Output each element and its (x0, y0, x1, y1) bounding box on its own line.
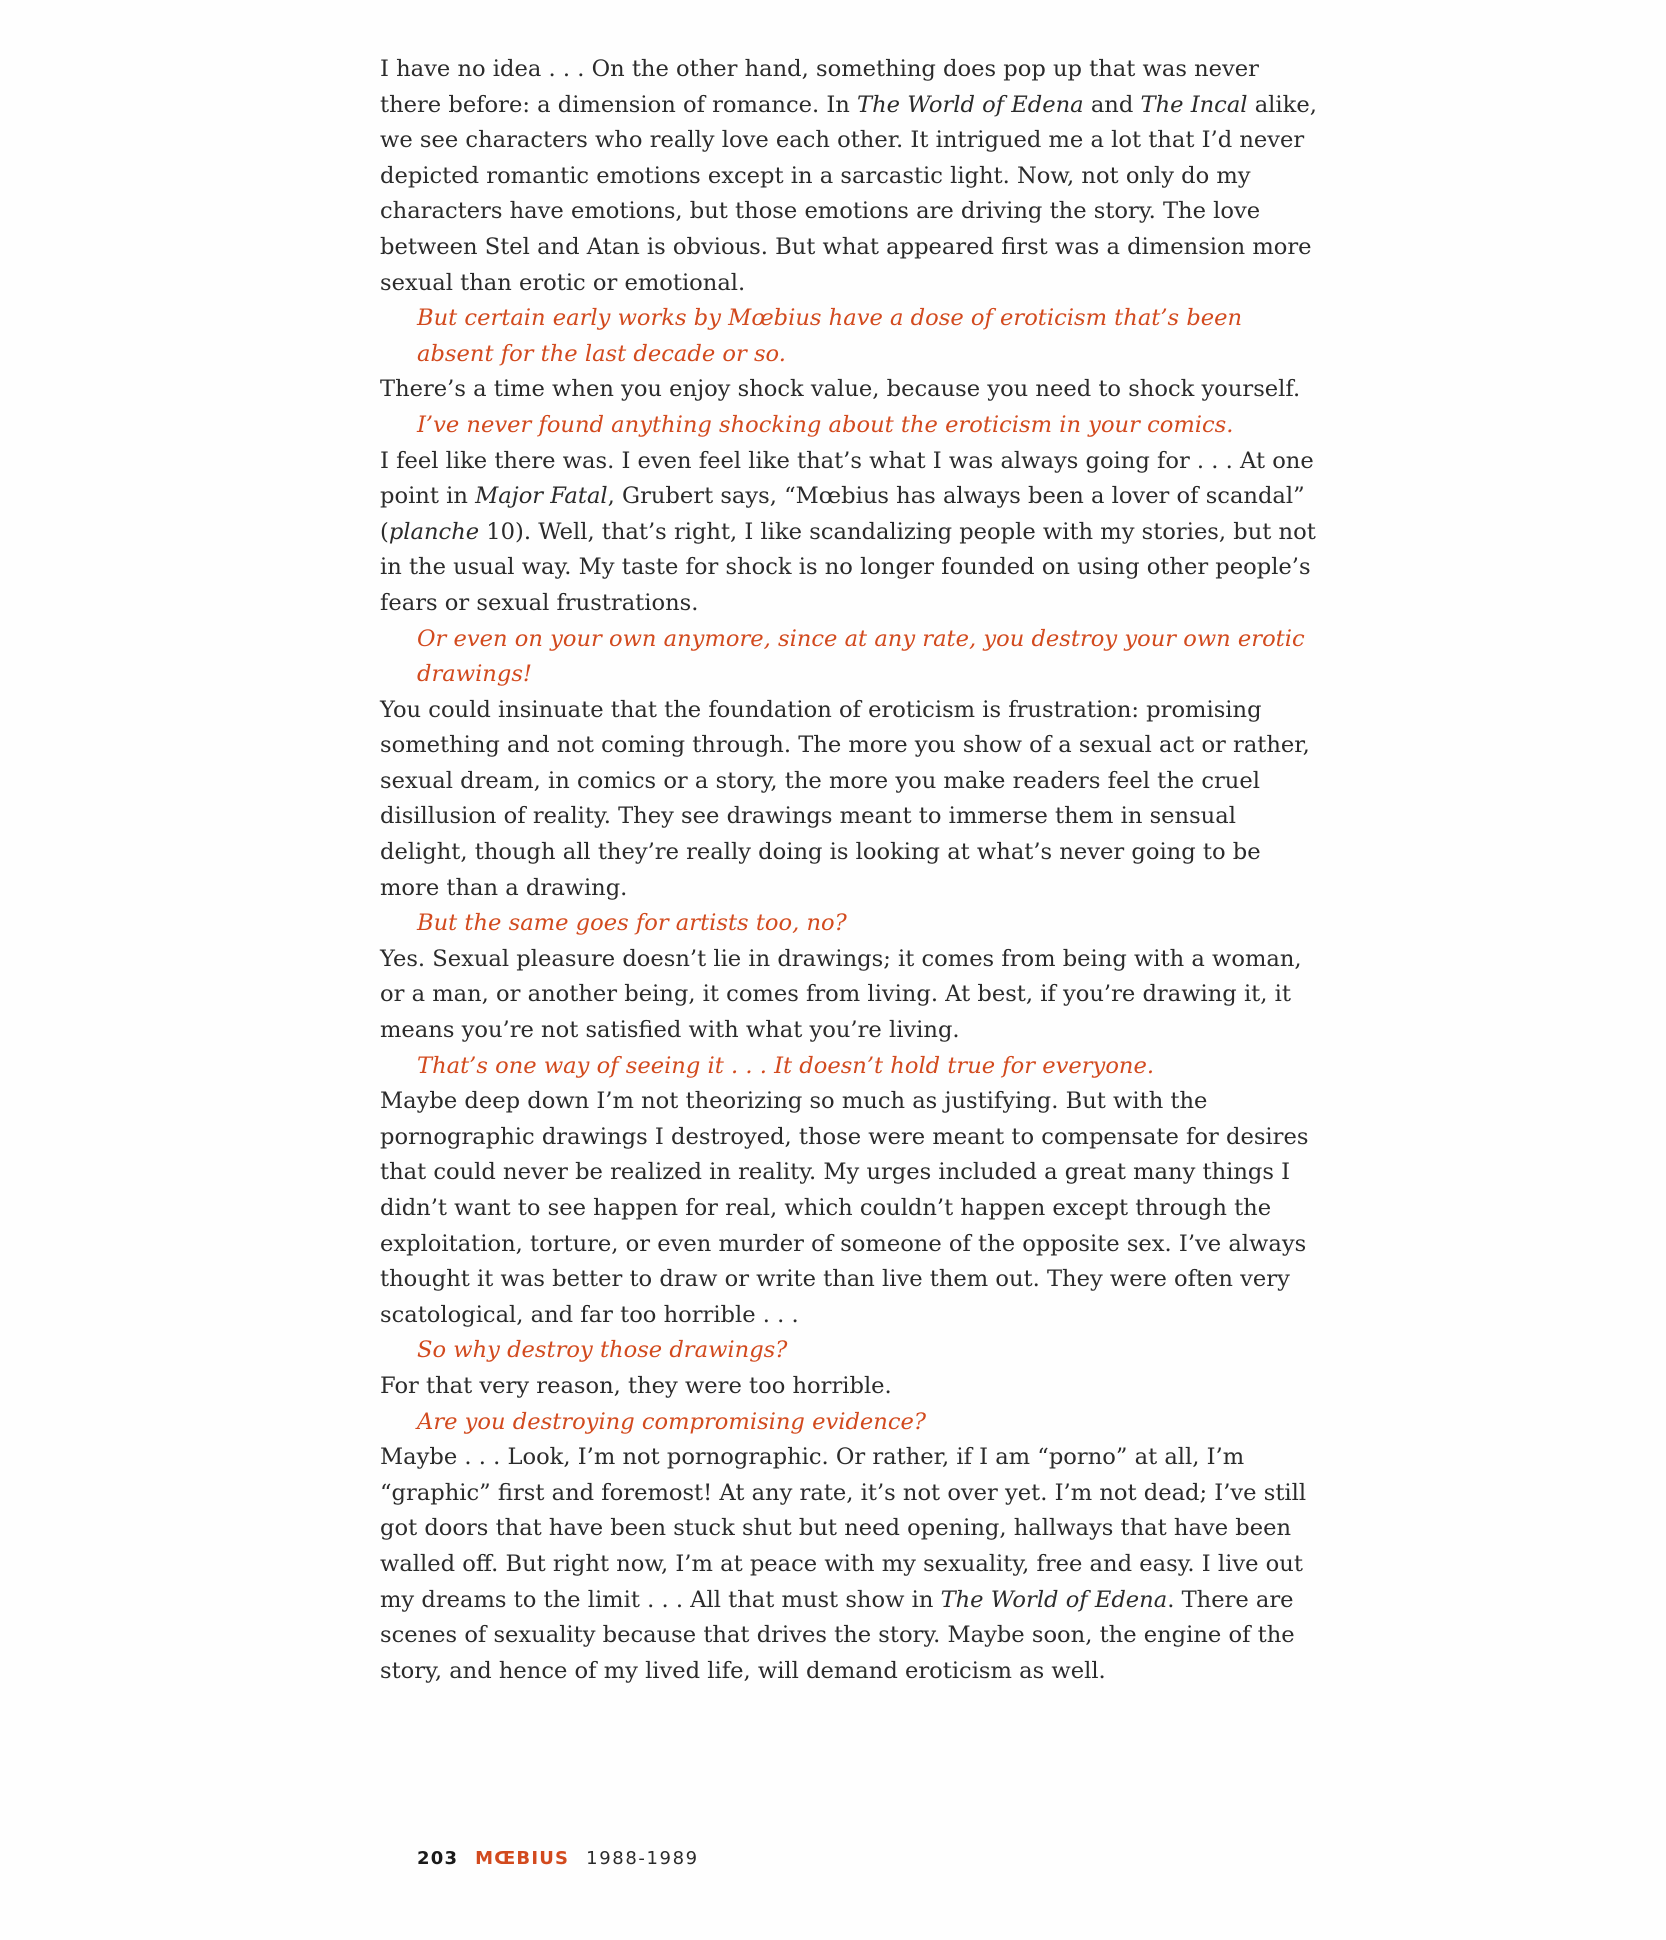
interviewer-question (380, 906, 1310, 942)
italic-title: The World of Edena (940, 1586, 1168, 1613)
italic-title: Major Fatal (475, 483, 608, 510)
text-line: I’ve never found anything shocking about the eroticism in your comics. (417, 411, 1234, 438)
text-segment: . There are (1167, 1586, 1294, 1613)
interviewer-question (380, 622, 1310, 693)
text-line: walled off. But right now, I’m at peace with my sexuality, free and easy. I live out (380, 1550, 1303, 1577)
text-segment: 10). Well, that’s right, I like scandalizing people with my stories, but not (479, 518, 1316, 545)
text-line: Are you destroying compromising evidence? (417, 1408, 926, 1435)
interviewer-question (380, 1333, 1310, 1369)
text-line: So why destroy those drawings? (417, 1337, 788, 1364)
text-line (380, 479, 1310, 515)
text-segment: and (1083, 91, 1141, 118)
text-line: story, and hence of my lived life, will demand eroticism as well. (380, 1657, 1106, 1684)
text-line: drawings! (417, 661, 532, 688)
text-line: I feel like there was. I even feel like that’s what I was always going for . . . At one (380, 447, 1314, 474)
text-segment: ( (380, 518, 389, 545)
text-line: Maybe deep down I’m not theorizing so much as justifying. But with the (380, 1088, 1208, 1115)
text-line: got doors that have been stuck shut but need opening, hallways that have been (380, 1515, 1292, 1542)
text-segment: alike, (1247, 91, 1317, 118)
text-line: You could insinuate that the foundation of eroticism is frustration: promising (380, 696, 1262, 723)
text-line: something and not coming through. The more you show of a sexual act or rather, (380, 732, 1310, 759)
text-line: Yes. Sexual pleasure doesn’t lie in drawings; it comes from being with a woman, (380, 945, 1302, 972)
text-segment: there before: a dimension of romance. In (380, 91, 858, 118)
text-line: That’s one way of seeing it . . . It doesn’t hold true for everyone. (417, 1052, 1155, 1079)
text-line: scatological, and far too horrible . . . (380, 1301, 799, 1328)
interviewee-answer (380, 1440, 1310, 1689)
interviewee-answer (380, 52, 1317, 301)
interviewee-answer (380, 693, 1310, 907)
interviewee-answer (380, 942, 1310, 1049)
interviewer-question (380, 301, 1310, 372)
text-line: depicted romantic emotions except in a sarcastic light. Now, not only do my (380, 162, 1251, 189)
text-line: between Stel and Atan is obvious. But what appeared first was a dimension more (380, 233, 1312, 260)
text-line: sexual dream, in comics or a story, the more you make readers feel the cruel (380, 767, 1260, 794)
text-line: characters have emotions, but those emotions are driving the story. The love (380, 198, 1261, 225)
text-line: pornographic drawings I destroyed, those were meant to compensate for desires (380, 1123, 1309, 1150)
text-line: disillusion of reality. They see drawings meant to immerse them in sensual (380, 803, 1236, 830)
italic-title: The Incal (1140, 91, 1248, 118)
text-line (380, 1583, 1310, 1619)
page-footer (417, 1848, 699, 1869)
text-line: sexual than erotic or emotional. (380, 269, 746, 296)
interviewer-question (380, 1405, 1310, 1441)
text-line: we see characters who really love each other. It intrigued me a lot that I’d never (380, 127, 1305, 154)
chapter-years: 1988-1989 (586, 1848, 699, 1869)
text-line: thought it was better to draw or write than live them out. They were often very (380, 1266, 1290, 1293)
italic-title: The World of Edena (857, 91, 1084, 118)
text-line: absent for the last decade or so. (417, 340, 786, 367)
text-line: There’s a time when you enjoy shock value, because you need to shock yourself. (380, 376, 1301, 403)
text-segment: my dreams to the limit . . . All that must show in (380, 1586, 941, 1613)
text-line: exploitation, torture, or even murder of someone of the opposite sex. I’ve always (380, 1230, 1307, 1257)
text-line: “graphic” first and foremost! At any rate, it’s not over yet. I’m not dead; I’ve still (380, 1479, 1307, 1506)
text-line: But the same goes for artists too, no? (417, 910, 847, 937)
text-segment: point in (380, 483, 476, 510)
interview-text (380, 52, 1317, 1689)
text-line: scenes of sexuality because that drives the story. Maybe soon, the engine of the (380, 1622, 1295, 1649)
interviewee-answer (380, 1369, 1310, 1405)
interviewee-answer (380, 444, 1316, 622)
text-line (380, 88, 1317, 124)
interviewee-answer (380, 1084, 1310, 1333)
text-line: in the usual way. My taste for shock is no longer founded on using other people’s (380, 554, 1311, 581)
text-line: or a man, or another being, it comes from living. At best, if you’re drawing it, it (380, 981, 1291, 1008)
text-line: Maybe . . . Look, I’m not pornographic. Or rather, if I am “porno” at all, I’m (380, 1444, 1245, 1471)
text-line: Or even on your own anymore, since at any rate, you destroy your own erotic (417, 625, 1305, 652)
book-brand: MŒBIUS (475, 1848, 570, 1869)
text-line: that could never be realized in reality. My urges included a great many things I (380, 1159, 1291, 1186)
interviewee-answer (380, 372, 1310, 408)
italic-title: planche (388, 518, 480, 545)
text-line (380, 515, 1316, 551)
text-segment: , Grubert says, “Mœbius has always been a lover of scandal” (607, 483, 1305, 510)
text-line: delight, though all they’re really doing is looking at what’s never going to be (380, 839, 1261, 866)
interviewer-question (380, 1049, 1310, 1085)
text-line: For that very reason, they were too horrible. (380, 1372, 892, 1399)
text-line: fears or sexual frustrations. (380, 589, 699, 616)
text-line: more than a drawing. (380, 874, 628, 901)
page-number: 203 (417, 1848, 459, 1869)
interviewer-question (380, 408, 1310, 444)
text-line: I have no idea . . . On the other hand, something does pop up that was never (380, 56, 1259, 82)
text-line: means you’re not satisfied with what you’re living. (380, 1017, 960, 1044)
text-line: didn’t want to see happen for real, which couldn’t happen except through the (380, 1195, 1272, 1221)
text-line: But certain early works by Mœbius have a dose of eroticism that’s been (417, 305, 1243, 332)
